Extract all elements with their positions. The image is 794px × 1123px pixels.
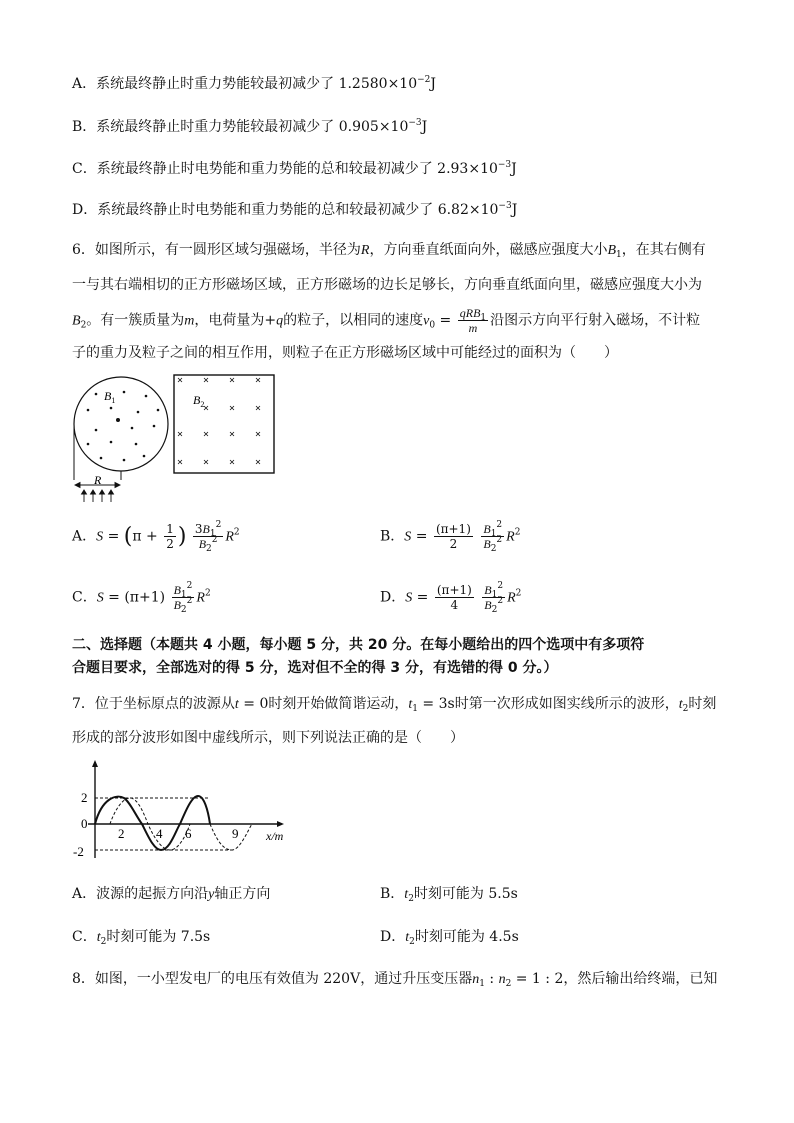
q6-stem-line4: 子的重力及粒子之间的相互作用，则粒子在正方形磁场区域中可能经过的面积为（ ）: [72, 345, 618, 361]
x-tick-6: 6: [185, 826, 192, 841]
q7-option-d: D．$t_2$时刻可能为 4.5s: [380, 929, 519, 947]
x-axis-label: x/m: [266, 829, 284, 843]
solid-waveform: [95, 796, 210, 850]
q7-stem-line1: 7．位于坐标原点的波源从t = 0时刻开始做简谐运动，$t_1 = 3s$时第一次形成如图实线所示的波形，$t_2$时刻: [72, 696, 717, 714]
q6-option-a: A．S = (π + $\frac{1}{2}$ ) $\frac{3B_1^2}{B_2^2}$ $R^2$: [72, 520, 240, 554]
q6-option-c: C．S = (π+1) $\frac{B_1^2}{B_2^2}$ $R^2$: [72, 581, 211, 615]
q6-stem-line1: 6．如图所示，有一圆形区域匀强磁场，半径为R，方向垂直纸面向外，磁感应强度大小$B_1$，在其右侧有: [72, 242, 706, 260]
q6-stem-line2: 一与其右端相切的正方形磁场区域，正方形磁场的边长足够长，方向垂直纸面向里，磁感应强度大小为: [72, 277, 702, 293]
section2-heading-line2: 合题目要求，全部选对的得 5 分，选对但不全的得 3 分，有选错的得 0 分。）: [72, 660, 558, 676]
section2-heading-line1: 二、选择题（本题共 4 小题，每小题 5 分，共 20 分。在每小题给出的四个选项中有多项符: [72, 637, 645, 653]
y-label-top: 2: [81, 790, 88, 805]
q5-option-c: C．系统最终静止时电势能和重力势能的总和较最初减少了 $2.93\times 10^{-3}J$: [72, 160, 517, 177]
q7-stem-line2: 形成的部分波形如图中虚线所示，则下列说法正确的是（ ）: [72, 730, 464, 746]
q6-option-d: D．S = $\frac{(\pi+1)}{4}$ $\frac{B_1^2}{B_2^2}$ $R^2$: [380, 581, 522, 615]
field-dots-out: [87, 391, 160, 462]
q7-option-b: B．$t_2$时刻可能为 5.5s: [380, 886, 518, 904]
x-axis-arrow: [277, 821, 284, 827]
y-label-zero: 0: [81, 816, 88, 831]
q6-figure: [66, 372, 278, 504]
x-tick-4: 4: [156, 826, 163, 841]
q5-option-b: B．系统最终静止时重力势能较最初减少了 $0.905\times 10^{-3}J$: [72, 118, 428, 135]
x-tick-2: 2: [118, 826, 125, 841]
y-axis-arrow: [92, 760, 98, 767]
square-field-region: [174, 375, 274, 473]
q7-wave-figure: [70, 758, 292, 862]
q6-option-b: B．S = $\frac{(\pi+1)}{2}$ $\frac{B_1^2}{B_2^2}$ $R^2$: [380, 520, 521, 554]
q7-option-a: A．波源的起振方向沿y轴正方向: [72, 886, 271, 902]
q5-option-d: D．系统最终静止时电势能和重力势能的总和较最初减少了 $6.82\times 10^{-3}J$: [72, 201, 518, 218]
y-label-bottom: -2: [73, 844, 84, 859]
x-tick-9: 9: [232, 826, 239, 841]
label-b2: $B_2$: [193, 393, 205, 409]
incident-particle-arrows: [82, 490, 114, 502]
circular-field-region: [74, 377, 168, 471]
label-b1: $B_1$: [104, 389, 116, 405]
field-crosses-in: [178, 378, 260, 464]
q7-option-c: C．$t_2$时刻可能为 7.5s: [72, 929, 211, 947]
q5-option-a: A．系统最终静止时重力势能较最初减少了 $1.2580\times 10^{-2}J$: [72, 75, 437, 92]
label-r: R: [94, 473, 102, 487]
q6-stem-line3: $B_2$。有一簇质量为m，电荷量为+q的粒子，以相同的速度$v_0$ = $\frac{qRB_1}{m}$ 沿图示方向平行射入磁场，不计粒: [72, 306, 701, 335]
q8-stem-line1: 8．如图，一小型发电厂的电压有效值为 220V，通过升压变压器$n_1$ : $n_2 = 1$ : 2，然后输出给终端，已知: [72, 971, 718, 989]
